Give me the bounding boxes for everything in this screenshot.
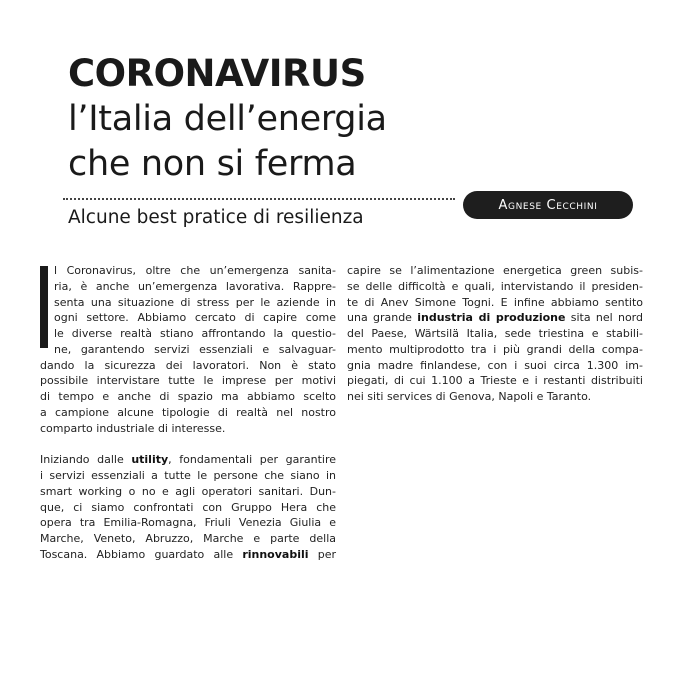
article-title: CORONAVIRUS bbox=[68, 52, 366, 95]
article-subtitle-line-2: che non si ferma bbox=[68, 144, 357, 184]
text-run: , fondamentali per garantire bbox=[168, 453, 336, 467]
paragraph-intro bbox=[40, 263, 336, 436]
text-line: smart working o no e agli operatori sanitari. Dun- bbox=[40, 484, 336, 498]
text-line bbox=[347, 310, 643, 326]
article-column-right bbox=[347, 263, 643, 405]
text-run: una grande bbox=[347, 311, 418, 325]
text-line bbox=[40, 547, 336, 563]
text-line: capire se l’alimentazione energetica green subis- bbox=[347, 264, 643, 277]
emphasis-industria: industria di produzione bbox=[417, 311, 566, 325]
article-column-left bbox=[40, 263, 336, 563]
text-line: piegati, di cui 1.100 a Trieste e i restanti distribuiti bbox=[347, 374, 643, 388]
text-line: comparto industriale di interesse. bbox=[40, 421, 226, 435]
author-badge bbox=[463, 191, 633, 219]
text-line: le diverse realtà stiano affrontando la questio- bbox=[54, 327, 336, 340]
text-line: ne, garantendo servizi essenziali e salvaguar- bbox=[54, 342, 336, 356]
text-line: del Paese, Wärtsilä Italia, sede triestina e stabili- bbox=[347, 327, 643, 340]
text-line: l Coronavirus, oltre che un’emergenza sanita- bbox=[54, 264, 336, 277]
article-kicker: Alcune best pratice di resilienza bbox=[68, 207, 364, 228]
author-name: Agnese Cecchini bbox=[498, 197, 598, 213]
text-line: di tempo e anche di spazio ma abbiamo scelto bbox=[40, 390, 336, 403]
text-run: Toscana. Abbiamo guardato alle bbox=[40, 547, 243, 561]
text-line: dando la sicurezza dei lavoratori. Non è stato bbox=[40, 358, 336, 372]
text-line: se delle difficoltà e quali, intervistando il presiden- bbox=[347, 279, 643, 293]
paragraph-gap bbox=[40, 436, 336, 452]
text-line: opera tra Emilia-Romagna, Friuli Venezia Giulia e bbox=[40, 516, 336, 530]
text-line bbox=[40, 452, 336, 468]
text-run: sita nel nord bbox=[565, 311, 643, 325]
text-line: nei siti services di Genova, Napoli e Taranto. bbox=[347, 390, 592, 403]
text-line: Marche, Veneto, Abruzzo, Marche e parte della bbox=[40, 532, 336, 545]
paragraph-second bbox=[40, 452, 336, 562]
text-run: per bbox=[308, 547, 337, 561]
text-line: mento multiprodotto tra i più grandi della compa- bbox=[347, 342, 643, 356]
text-line: ogni settore. Abbiamo cercato di capire come bbox=[54, 311, 336, 325]
text-line: a campione alcune tipologie di realtà nel nostro bbox=[40, 405, 336, 419]
emphasis-rinnovabili: rinnovabili bbox=[242, 547, 309, 561]
text-run: Iniziando dalle bbox=[40, 453, 132, 467]
text-line: ria, è anche un’emergenza lavorativa. Rappre- bbox=[54, 279, 336, 293]
text-line: possibile intervistare tutte le imprese per motivi bbox=[40, 374, 336, 388]
article-subtitle-line-1: l’Italia dell’energia bbox=[68, 99, 387, 139]
text-line: que, ci siamo confrontati con Gruppo Hera che bbox=[40, 500, 336, 514]
dotted-divider bbox=[63, 198, 455, 200]
text-line: te di Anev Simone Togni. E infine abbiamo sentito bbox=[347, 295, 643, 309]
text-line: gnia madre finlandese, con i suoi circa 1.300 im- bbox=[347, 358, 643, 372]
emphasis-utility: utility bbox=[131, 453, 169, 467]
text-line: senta una situazione di stress per le aziende in bbox=[54, 295, 336, 309]
text-line: i servizi essenziali a tutte le persone che siano in bbox=[40, 469, 336, 482]
